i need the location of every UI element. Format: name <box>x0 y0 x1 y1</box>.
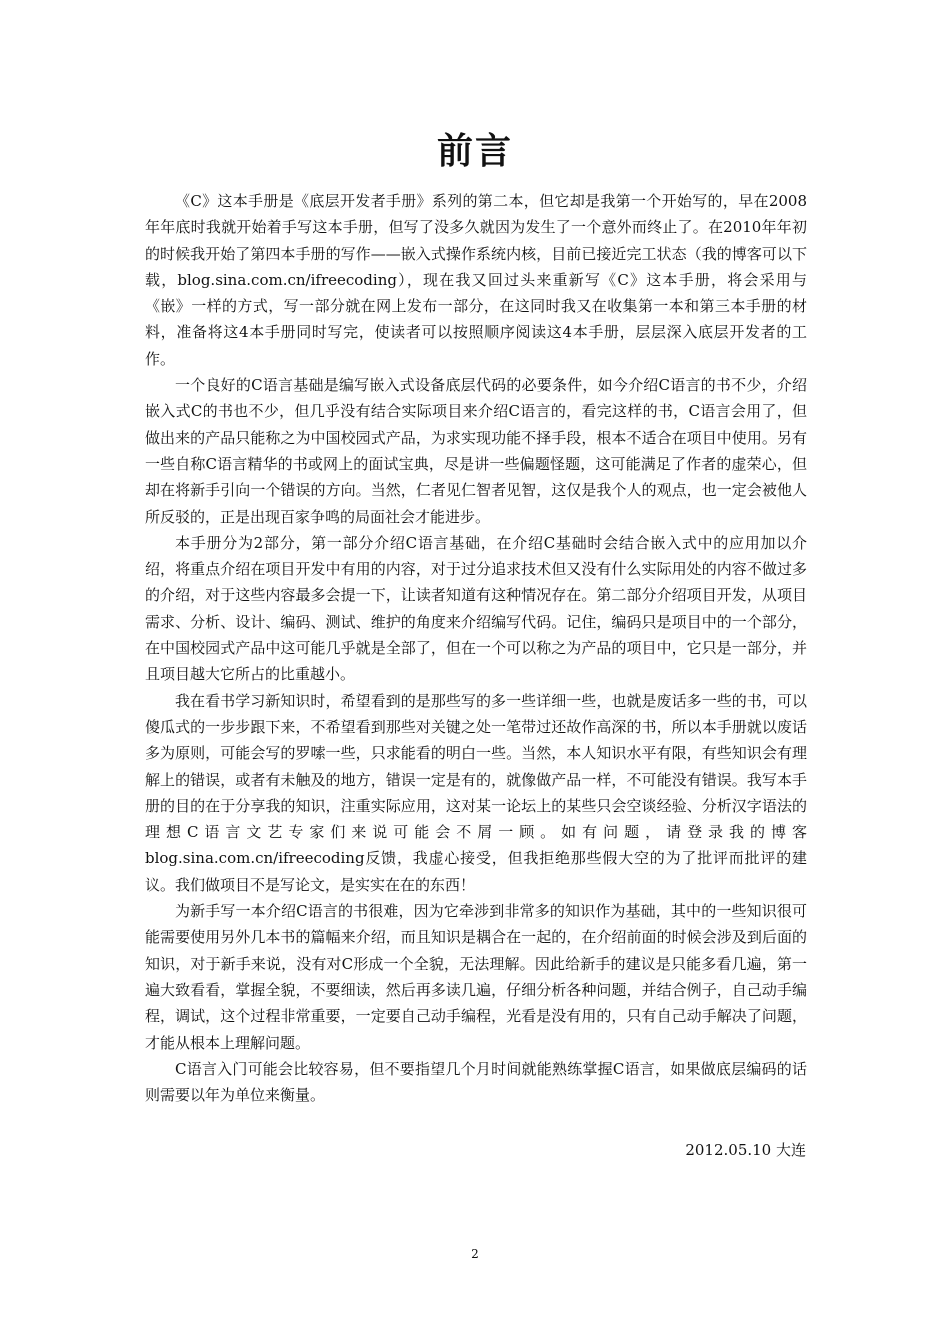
paragraph: C语言入门可能会比较容易，但不要指望几个月时间就能熟练掌握C语言，如果做底层编码的话则需要以年为单位来衡量。 <box>145 1059 807 1105</box>
paragraph: 为新手写一本介绍C语言的书很难，因为它牵涉到非常多的知识作为基础，其中的一些知识很可能需要使用另外几本书的篇幅来介绍，而且知识是耦合在一起的，在介绍前面的时候会涉及到后面的知识，对于新手来说，没有对C形成一个全貌，无法理解。因此给新手的建议是只能多看几遍，第一遍大致看看，掌握全貌，不要细读，然后再多读几遍，仔细分析各种问题，并结合例子，自己动手编程，调试，这个过程非常重要，一定要自己动手编程，光看是没有用的，只有自己动手解决了问题，才能从根本上理解问题。 <box>145 902 807 1052</box>
paragraph: 《C》这本手册是《底层开发者手册》系列的第二本，但它却是我第一个开始写的，早在2008年年底时我就开始着手写这本手册，但写了没多久就因为发生了一个意外而终止了。在2010年年初的时候我开始了第四本手册的写作——嵌入式操作系统内核，目前已接近完工状态（我的博客可以下载，blog.sina.com.cn/ifreecoding），现在我又回过头来重新写《C》这本手册，将会采用与《嵌》一样的方式，写一部分就在网上发布一部分，在这同时我又在收集第一本和第三本手册的材料，准备将这4本手册同时写完，使读者可以按照顺序阅读这4本手册，层层深入底层开发者的工作。 <box>145 192 807 368</box>
paragraph: 我在看书学习新知识时，希望看到的是那些写的多一些详细一些，也就是废话多一些的书，可以傻瓜式的一步步跟下来，不希望看到那些对关键之处一笔带过还故作高深的书，所以本手册就以废话多为原则，可能会写的罗嗦一些，只求能看的明白一些。当然，本人知识水平有限，有些知识会有理解上的错误，或者有未触及的地方，错误一定是有的，就像做产品一样，不可能没有错误。我写本手册的目的在于分享我的知识，注重实际应用，这对某一论坛上的某些只会空谈经验、分析汉字语法的理想C语言文艺专家们来说可能会不屑一顾。如有问题，请登录我的博客blog.sina.com.cn/ifreecoding反馈，我虚心接受，但我拒绝那些假大空的为了批评而批评的建议。我们做项目不是写论文，是实实在在的东西！ <box>145 691 807 894</box>
page-number: 2 <box>471 1247 479 1261</box>
date-signature: 2012.05.10 大连 <box>685 1141 806 1159</box>
paragraph: 一个良好的C语言基础是编写嵌入式设备底层代码的必要条件，如今介绍C语言的书不少，介绍嵌入式C的书也不少，但几乎没有结合实际项目来介绍C语言的，看完这样的书，C语言会用了，但做出来的产品只能称之为中国校园式产品，为求实现功能不择手段，根本不适合在项目中使用。另有一些自称C语言精华的书或网上的面试宝典，尽是讲一些偏题怪题，这可能满足了作者的虚荣心，但却在将新手引向一个错误的方向。当然，仁者见仁智者见智，这仅是我个人的观点，也一定会被他人所反驳的，正是出现百家争鸣的局面社会才能进步。 <box>145 376 807 526</box>
paragraph: 本手册分为2部分，第一部分介绍C语言基础，在介绍C基础时会结合嵌入式中的应用加以介绍，将重点介绍在项目开发中有用的内容，对于过分追求技术但又没有什么实际用处的内容不做过多的介绍，对于这些内容最多会提一下，让读者知道有这种情况存在。第二部分介绍项目开发，从项目需求、分析、设计、编码、测试、维护的角度来介绍编写代码。记住，编码只是项目中的一个部分，在中国校园式产品中这可能几乎就是全部了，但在一个可以称之为产品的项目中，它只是一部分，并且项目越大它所占的比重越小。 <box>145 533 807 684</box>
page-title: 前言 <box>436 131 513 172</box>
preface-body <box>145 188 807 1108</box>
